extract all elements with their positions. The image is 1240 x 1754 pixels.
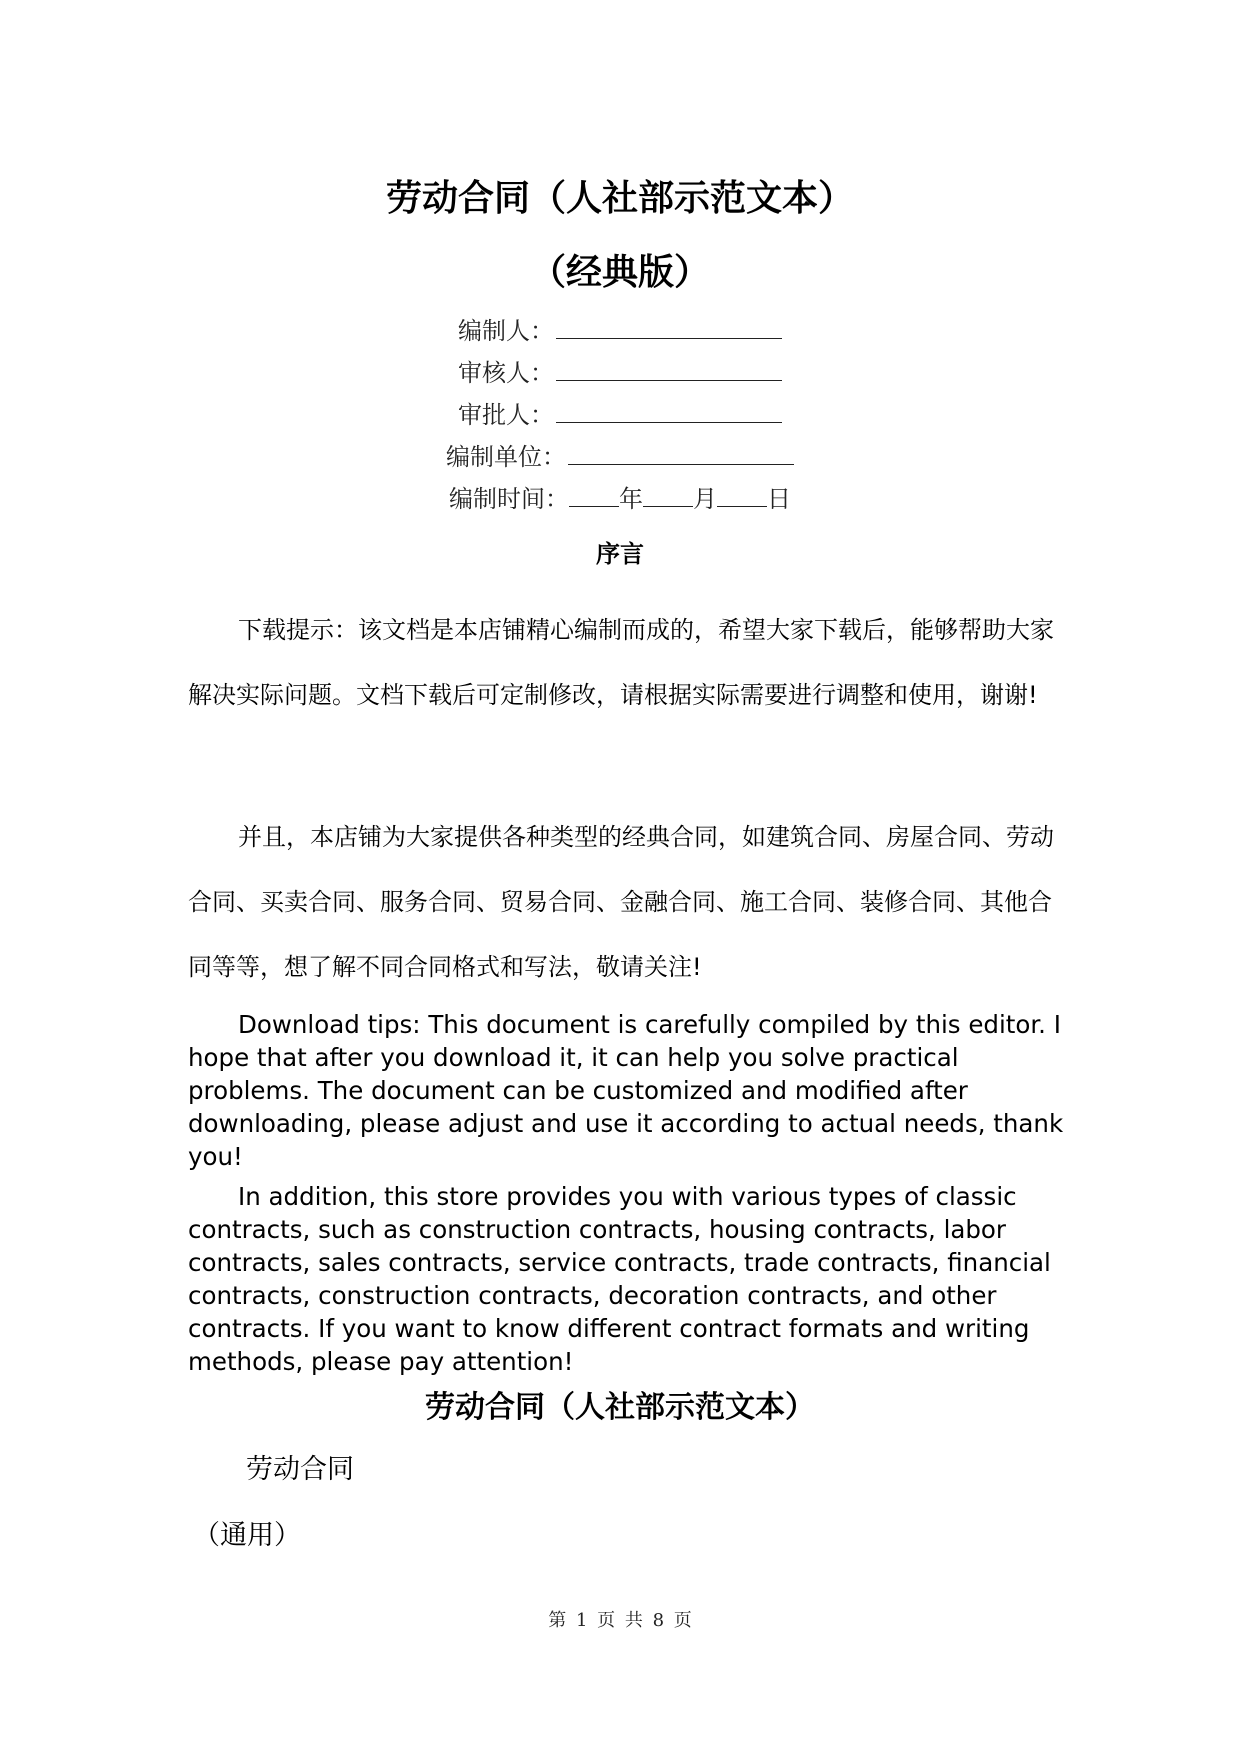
document-subtitle: （经典版）: [529, 251, 710, 293]
document-title: 劳动合同（人社部示范文本）: [385, 177, 854, 219]
day-label: 日: [767, 485, 791, 513]
year-blank: [569, 482, 619, 507]
reviewer-label: 审核人：: [458, 359, 554, 387]
section-title: 劳动合同（人社部示范文本）: [425, 1390, 815, 1425]
year-label: 年: [619, 485, 643, 513]
en-paragraph-1-text: Download tips: This document is carefully compiled by this editor. I hope that after you download it, it can help you solve practical problems. The document can be customized and modified after downloading, please adjust and use it according to actual needs, thank you!: [188, 1010, 1064, 1171]
approver-label: 审批人：: [458, 401, 554, 429]
en-paragraph-1: [188, 1008, 1068, 1173]
en-paragraph-2: [188, 1180, 1068, 1378]
unit-blank: [568, 440, 794, 465]
compiler-blank: [556, 314, 782, 339]
reviewer-row: [0, 352, 1240, 394]
signature-fields: [0, 310, 1240, 520]
contract-type: （通用）: [193, 1520, 301, 1551]
en-paragraph-2-text: In addition, this store provides you with various types of classic contracts, such as construction contracts, housing contracts, labor contracts, sales contracts, service contracts, trade contracts, financial contracts, construction contracts, decoration contracts, and other contracts. If you want to know different contract formats and writing methods, please pay attention!: [188, 1182, 1051, 1376]
preface-title: 序言: [596, 540, 644, 568]
time-row: [0, 478, 1240, 520]
day-blank: [717, 482, 767, 507]
contract-name: 劳动合同: [246, 1454, 354, 1485]
reviewer-blank: [556, 356, 782, 381]
unit-label: 编制单位：: [446, 443, 566, 471]
compiler-row: [0, 310, 1240, 352]
approver-blank: [556, 398, 782, 423]
time-label: 编制时间：: [449, 485, 569, 513]
page-footer: 第 1 页 共 8 页: [548, 1610, 692, 1631]
approver-row: [0, 394, 1240, 436]
month-blank: [643, 482, 693, 507]
cn-paragraph-2-text: 并且，本店铺为大家提供各种类型的经典合同，如建筑合同、房屋合同、劳动合同、买卖合同、服务合同、贸易合同、金融合同、施工合同、装修合同、其他合同等等，想了解不同合同格式和写法，敬请关注!: [188, 823, 1054, 981]
cn-paragraph-1-text: 下载提示：该文档是本店铺精心编制而成的，希望大家下载后，能够帮助大家解决实际问题。文档下载后可定制修改，请根据实际需要进行调整和使用，谢谢!: [188, 616, 1054, 709]
compiler-label: 编制人：: [458, 317, 554, 345]
month-label: 月: [693, 485, 717, 513]
unit-row: [0, 436, 1240, 478]
cn-paragraph-1: [188, 598, 1068, 728]
cn-paragraph-2: [188, 805, 1068, 1000]
